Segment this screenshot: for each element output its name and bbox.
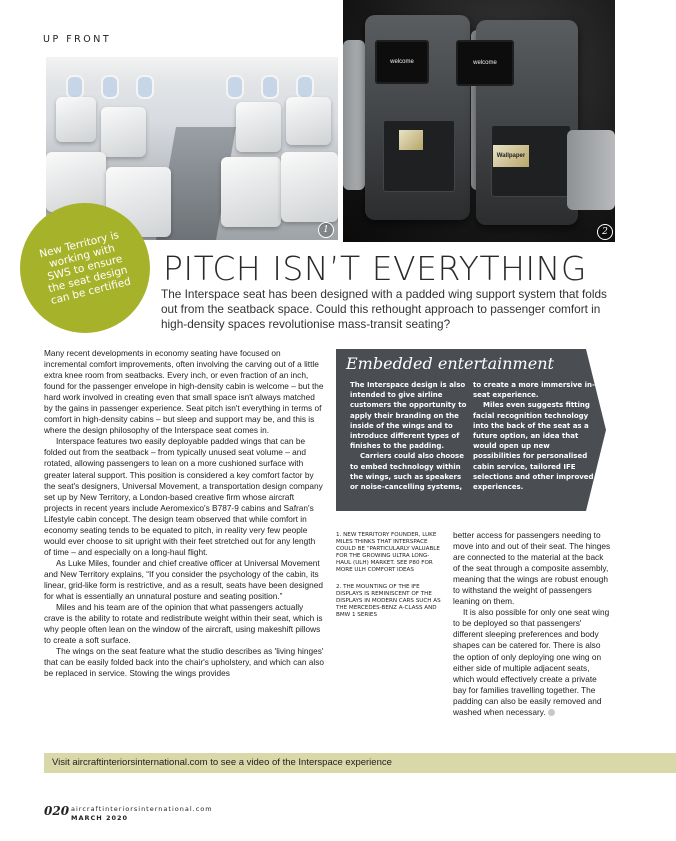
magazine: Wallpaper bbox=[493, 145, 529, 167]
seat-wing bbox=[567, 130, 615, 210]
body-column-2 bbox=[453, 530, 611, 718]
cabin-window bbox=[136, 75, 154, 99]
boxout-column-left bbox=[350, 380, 470, 492]
cabin-ceiling bbox=[46, 57, 338, 83]
cabin-seat bbox=[286, 97, 331, 145]
paragraph: better access for passengers needing to move into and out of their seat. The hinges are connected to the material at the back of the seat through a composite assembly, meaning that the wings are robust enough to withstand the weight of passengers leaning on them. bbox=[453, 530, 611, 607]
photo-number: 1 bbox=[318, 222, 334, 238]
seatback-photo bbox=[343, 0, 615, 242]
caption: 1. NEW TERRITORY FOUNDER, LUKE MILES THINKS THAT INTERSPACE COULD BE “PARTICULARLY VALUABLE FOR THE GROWING ULTRA LONG-HAUL (ULH) MARKET. SEE P80 FOR MORE ULH COMFORT IDEAS bbox=[336, 532, 440, 574]
page-number: 020 bbox=[44, 804, 70, 818]
paragraph: Miles and his team are of the opinion that what passengers actually crave is the ability to rotate and redistribute weight within their seat, which is why people often lean on the window of the aircraft, using makeshift pillows to create a soft surface. bbox=[44, 602, 323, 646]
paragraph: Interspace features two easily deployable padded wings that can be folded out from the seatback – from typically unused seat volume – and rotated, allowing passengers to lean on a more cushioned surface with greater lateral support. This position is considered a key comfort factor by the seat's designers, Universal Movement, a transportation design company set up by New Territory, a London-based creative firm whose aircraft projects in recent years include Aeromexico's B787-9 cabins and Safran's Lifestyle cabin concept. The design team observed that while comfort in economy seating tends to be equated to pitch, in reality very few people would ever choose to sit upright with their feet stretched out for any length of time – and especially on a long-haul flight. bbox=[44, 436, 323, 557]
standfirst: The Interspace seat has been designed with a padded wing support system that folds out from the seatback space. Could this rethought approach to passenger comfort in high-density spaces revolutionise mass-transit seating? bbox=[161, 287, 607, 331]
section-label: UP FRONT bbox=[43, 34, 112, 45]
paragraph bbox=[453, 607, 611, 717]
boxout-title: Embedded entertainment bbox=[346, 354, 554, 373]
cabin-seat bbox=[281, 152, 338, 222]
video-link-bar[interactable]: Visit aircraftinteriorsinternational.com to see a video of the Interspace experience bbox=[44, 753, 676, 773]
paragraph: to create a more immersive in-seat experience. bbox=[473, 381, 595, 400]
website: aircraftinteriorsinternational.com bbox=[71, 805, 213, 813]
cabin-seat bbox=[101, 107, 146, 157]
paragraph-text: It is also possible for only one seat wing to be deployed so that passengers' different sleeping preferences and body shapes can be catered for. There is also the option of only deploying one wing on either side of multiple adjacent seats, which would effectively create a private bay for families travelling together. The padding can also be easily removed and washed when necessary. bbox=[453, 607, 610, 717]
ife-screen: welcome bbox=[456, 40, 514, 86]
boxout-embedded-entertainment bbox=[336, 349, 606, 511]
cabin-seat bbox=[236, 102, 281, 152]
page-title: PITCH ISN’T EVERYTHING bbox=[163, 249, 587, 288]
photo-number: 2 bbox=[597, 224, 613, 240]
callout-badge bbox=[20, 203, 150, 333]
cabin-seat bbox=[56, 97, 96, 142]
seat-wing bbox=[343, 40, 365, 190]
cabin-window bbox=[226, 75, 244, 99]
callout-badge-text: New Territory is working with SWS to ensure the seat design can be certified bbox=[38, 229, 133, 308]
paragraph: The wings on the seat feature what the studio describes as 'living hinges' that can be easily folded back into the chair's upholstery, and which can also be replaced in service. Stowing the wings provides bbox=[44, 646, 325, 679]
paragraph: As Luke Miles, founder and chief creative officer at Universal Movement and New Territory explains, “If you consider the psychology of the cabin, its linear, grid-like form is restrictive, and as a result, seats have been designed for what is essentially an unnatural posture and seating position.” bbox=[44, 557, 324, 602]
cabin-window bbox=[261, 75, 279, 99]
paragraph: Miles even suggests fitting facial recognition technology into the back of the seat as a future option, an idea that would open up new possibilities for personalised cabin service, tailored IFE selections and other improved experiences. bbox=[473, 401, 594, 492]
cabin-window bbox=[66, 75, 84, 99]
cabin-window bbox=[101, 75, 119, 99]
paragraph: Many recent developments in economy seating have focused on incremental comfort improvements, often involving the carving out of a little extra knee room from seatbacks. Every inch, or even fraction of an inch, found for the passenger envelope in high-density cabin is welcome – but the hard work involved in creating even that small space isn't always matched by the gains in passenger experience. Seat pitch isn't everything in terms of comfort in high-density cabins – but sleep and support may be, and this is where the design philosophy of the Interspace seat comes in. bbox=[44, 348, 324, 436]
end-mark-icon bbox=[548, 709, 555, 716]
cabin-window bbox=[296, 75, 314, 99]
boxout-column-right bbox=[473, 380, 597, 492]
paragraph: The Interspace design is also intended to give airline customers the opportunity to apply their branding on the inside of the wings and to introduce different types of finishes to the padding. bbox=[350, 381, 467, 451]
paragraph: Carriers could also choose to embed technology within the wings, such as speakers or noise-cancelling systems, bbox=[350, 452, 464, 492]
ife-screen: welcome bbox=[375, 40, 429, 84]
issue-date: MARCH 2020 bbox=[71, 814, 129, 822]
magazine bbox=[399, 130, 423, 150]
body-column-1 bbox=[44, 348, 324, 679]
cabin-seat bbox=[221, 157, 281, 227]
caption: 2. THE MOUNTING OF THE IFE DISPLAYS IS REMINISCENT OF THE DISPLAYS IN MODERN CARS SUCH AS THE MERCEDES-BENZ A-CLASS AND BMW 1 SERIES bbox=[336, 583, 441, 618]
photo-captions bbox=[336, 532, 444, 628]
